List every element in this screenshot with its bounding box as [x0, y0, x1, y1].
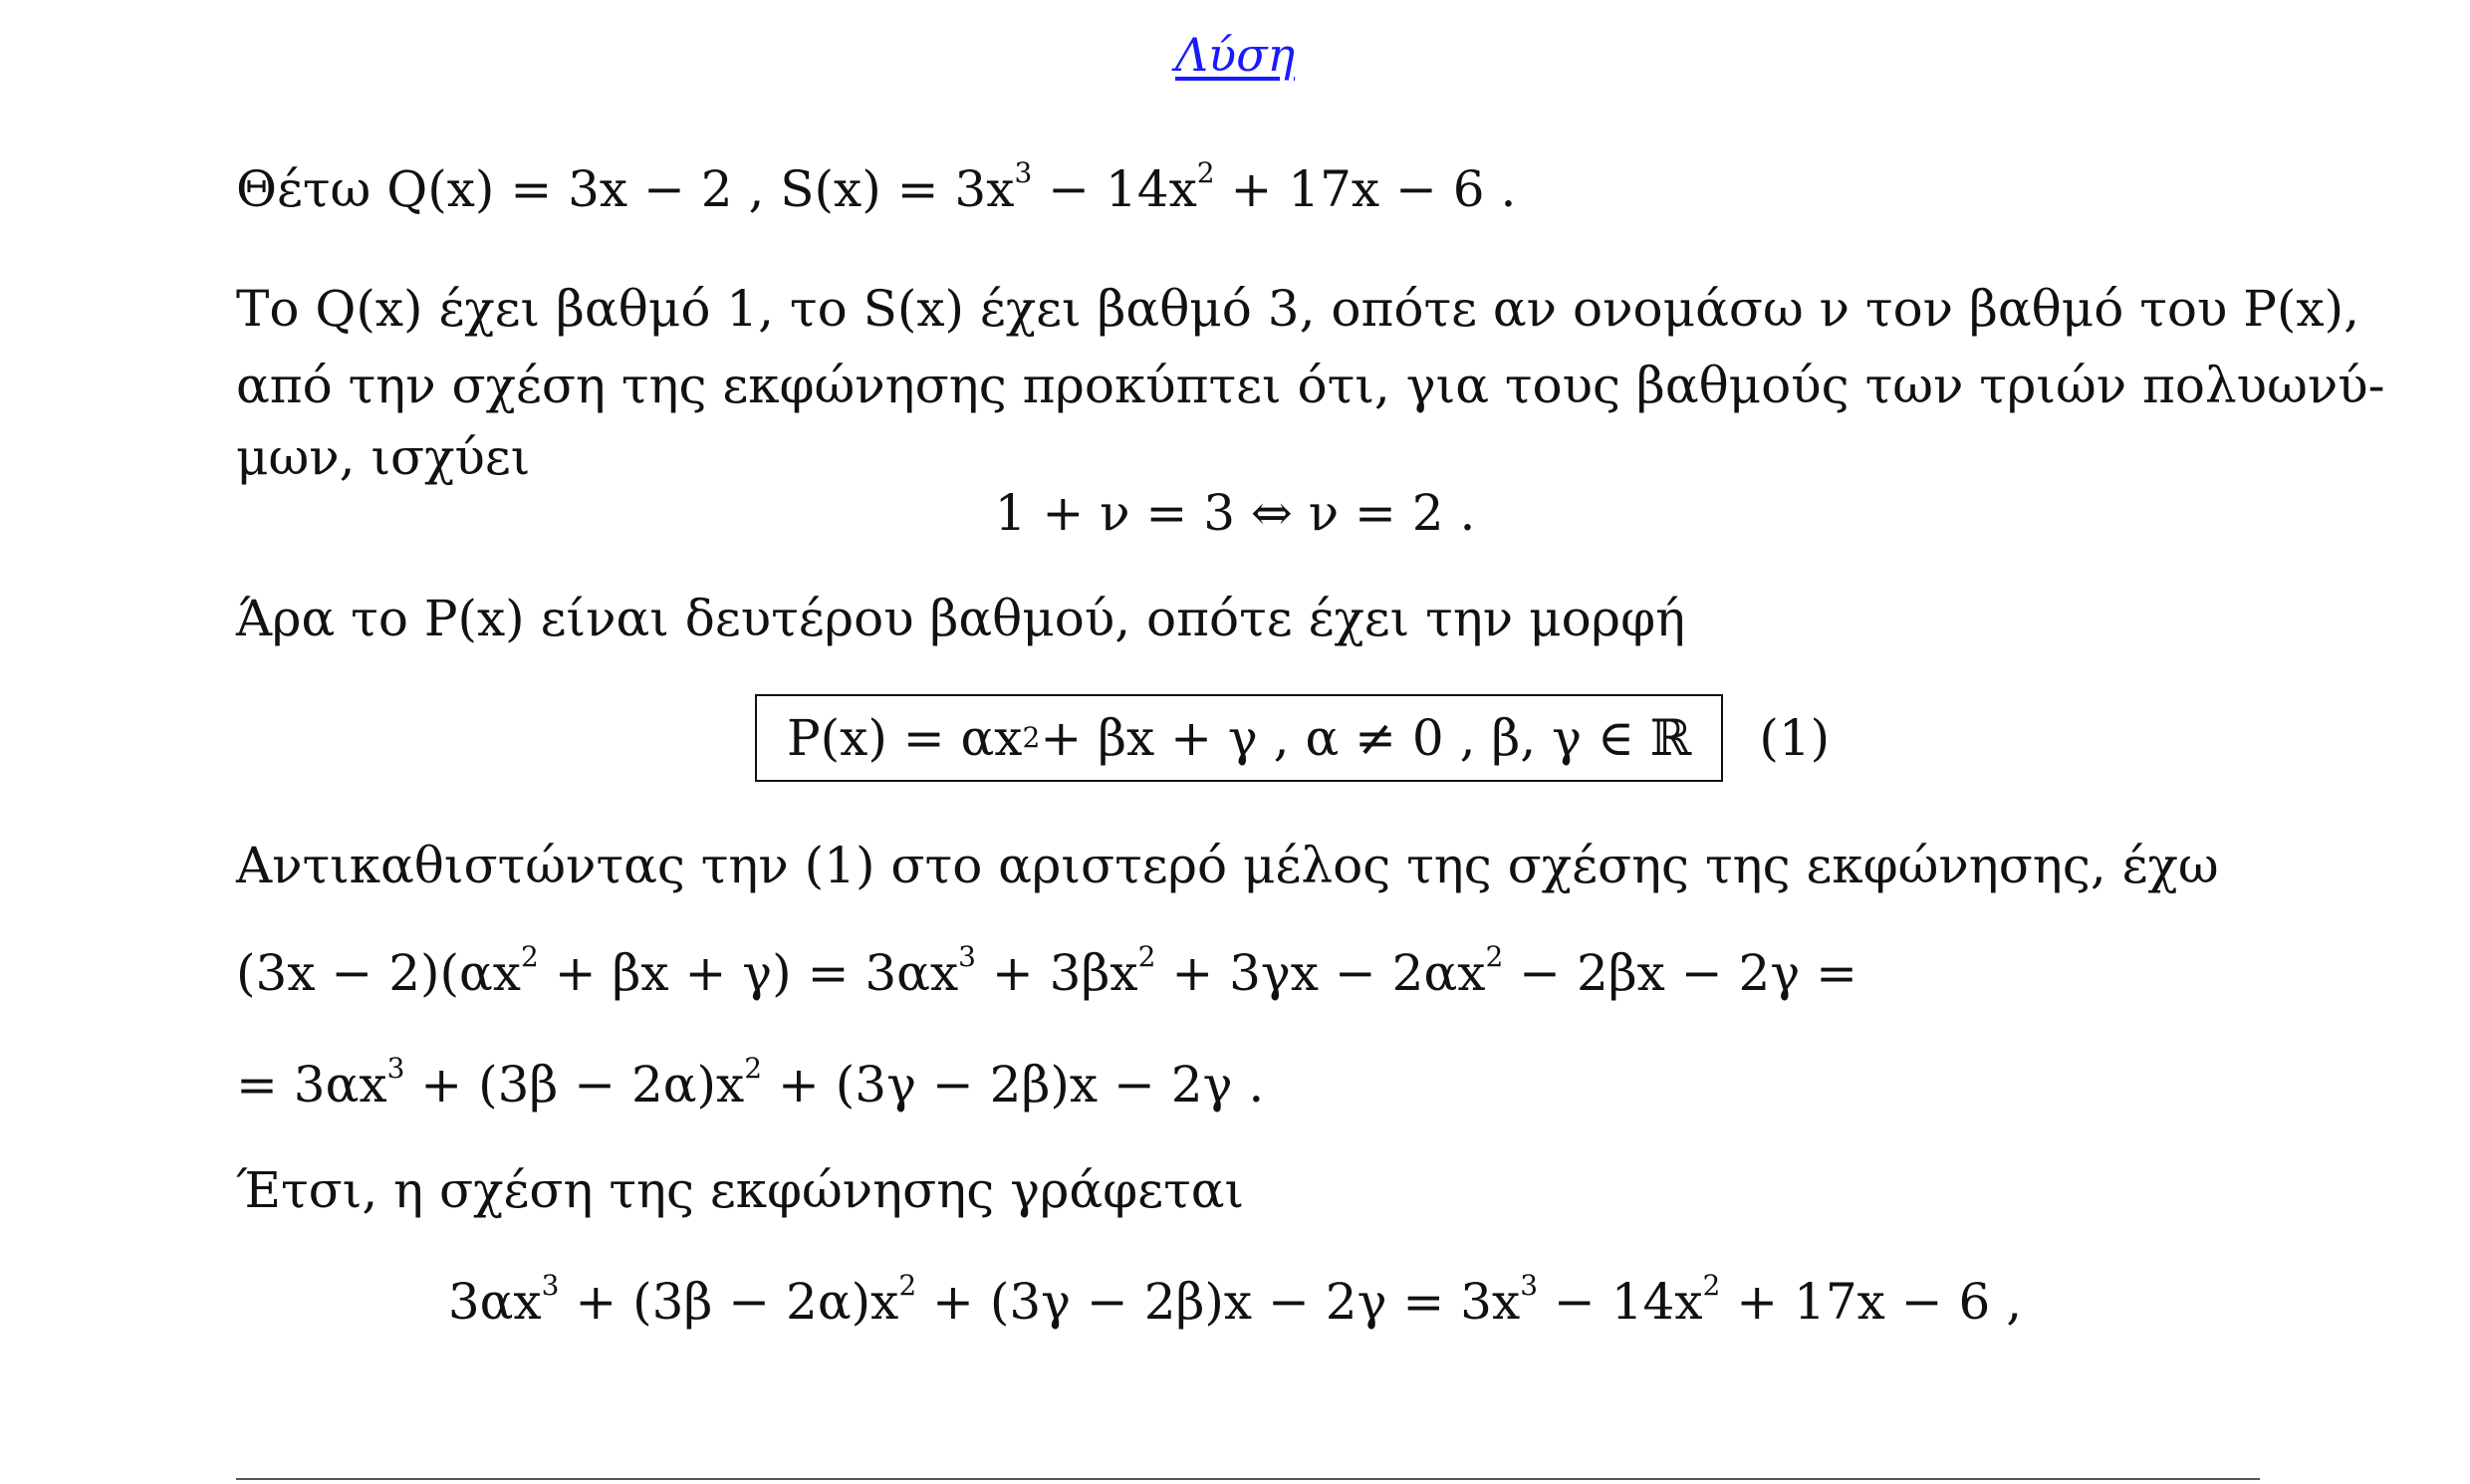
- paragraph-line: από την σχέση της εκφώνησης προκύπτει ότι, για τους βαθμούς των τριών πολυωνύ-: [236, 357, 2385, 414]
- paragraph-line: Άρα το P(x) είναι δευτέρου βαθμού, οπότε έχει την μορφή: [236, 590, 1686, 647]
- boxed-equation-row: [755, 694, 1830, 782]
- superscript: 2: [1196, 156, 1215, 189]
- degree-equation: 1 + ν = 3 ⇔ ν = 2 .: [994, 484, 1476, 542]
- superscript: 2: [1137, 940, 1156, 973]
- superscript: 2: [1485, 940, 1504, 973]
- eq-part: + 17x − 6 ,: [1720, 1273, 2023, 1331]
- eq-part: = 3αx: [236, 1056, 387, 1113]
- eq-part: + 3βx: [975, 944, 1138, 1002]
- eq-part: + (3β − 2α)x: [559, 1273, 899, 1331]
- definition-text-cont: − 14x: [1032, 160, 1197, 218]
- paragraph-line: Το Q(x) έχει βαθμό 1, το S(x) έχει βαθμό 3, οπότε αν ονομάσω ν τον βαθμό του P(x),: [236, 280, 2360, 338]
- eq-part: + (3β − 2α)x: [404, 1056, 745, 1113]
- eq-part: (3x − 2)(αx: [236, 944, 521, 1002]
- superscript: 3: [1520, 1269, 1539, 1302]
- boxed-eq-text: P(x) = αx: [787, 709, 1023, 767]
- boxed-equation: P(x) = αx 2 + βx + γ , α ≠ 0 , β, γ ∈ ℝ: [755, 694, 1723, 782]
- paragraph-line: Αντικαθιστώντας την (1) στο αριστερό μέλος της σχέσης της εκφώνησης, έχω: [236, 837, 2219, 894]
- superscript: 3: [541, 1269, 560, 1302]
- expansion-equation-1: [236, 940, 1858, 1002]
- eq-part: + 3γx − 2αx: [1155, 944, 1486, 1002]
- definition-text: Θέτω Q(x) = 3x − 2 , S(x) = 3x: [236, 160, 1015, 218]
- superscript: 2: [744, 1052, 763, 1085]
- superscript: 2: [898, 1269, 917, 1302]
- superscript: 3: [1014, 156, 1033, 189]
- superscript: 3: [958, 940, 976, 973]
- solution-title-link[interactable]: Λύση: [1174, 28, 1296, 82]
- paragraph-line: Έτσι, η σχέση της εκφώνησης γράφεται: [236, 1161, 1245, 1219]
- eq-part: 3αx: [447, 1273, 542, 1331]
- definition-line: [236, 156, 1517, 218]
- boxed-eq-text-cont: + βx + γ , α ≠ 0 , β, γ ∈ ℝ: [1040, 709, 1692, 767]
- eq-part: − 2βx − 2γ =: [1503, 944, 1858, 1002]
- paragraph-line: μων, ισχύει: [236, 428, 531, 486]
- eq-part: + βx + γ) = 3αx: [538, 944, 959, 1002]
- equation-number: (1): [1759, 709, 1831, 767]
- eq-part: + (3γ − 2β)x − 2γ .: [762, 1056, 1265, 1113]
- superscript: 3: [386, 1052, 405, 1085]
- definition-text-end: + 17x − 6 .: [1214, 160, 1517, 218]
- footer-divider: [236, 1478, 2260, 1480]
- eq-part: − 14x: [1538, 1273, 1703, 1331]
- final-equation: [0, 1269, 2470, 1331]
- superscript: 2: [521, 940, 539, 973]
- superscript: 2: [1702, 1269, 1721, 1302]
- eq-part: + (3γ − 2β)x − 2γ = 3x: [916, 1273, 1521, 1331]
- expansion-equation-2: [236, 1052, 1265, 1113]
